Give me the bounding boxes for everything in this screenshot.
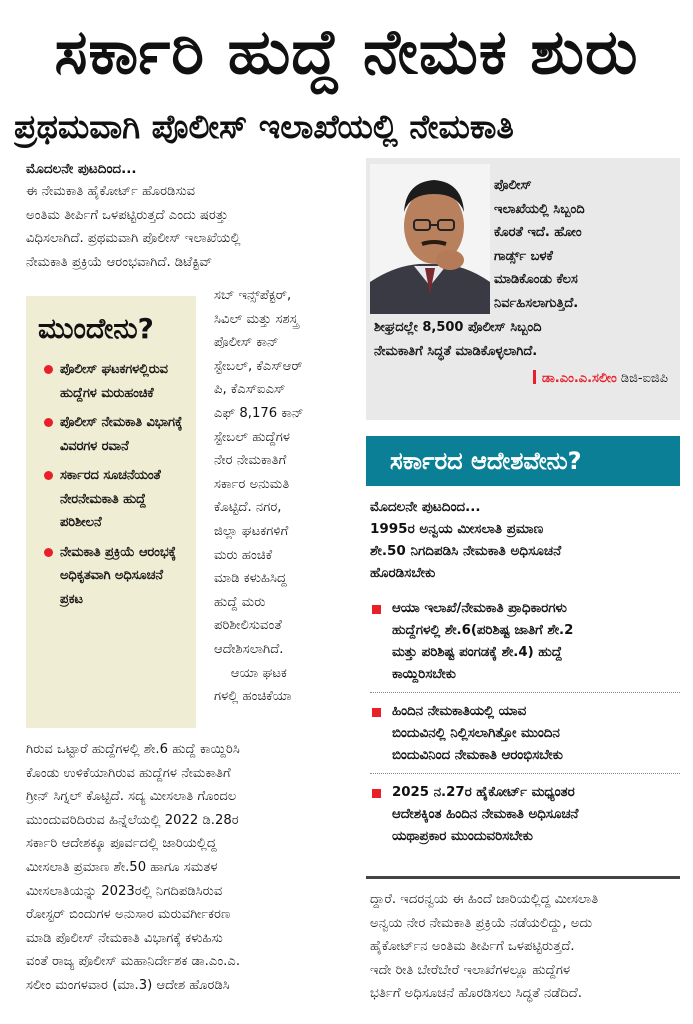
list-item-text: ಪೊಲೀಸ್ ನೇಮಕಾತಿ ವಿಭಾಗಕ್ಕೆ ವಿವರಗಳ ರವಾನೆ	[60, 415, 183, 454]
article-line: ಪಿ, ಕೆಎಸ್ಐಎಸ್	[214, 382, 286, 398]
article-line: ಅಂತಿಮ ತೀರ್ಪಿಗೆ ಒಳಪಟ್ಟಿರುತ್ತದೆ ಎಂದು ಷರತ್ತು	[26, 207, 229, 223]
article-line: ದ್ದಾರೆ. ಇದರನ್ವಯ ಈ ಹಿಂದೆ ಜಾರಿಯಲ್ಲಿದ್ದ ಮೀಸಲಾತಿ	[370, 892, 599, 907]
article-line: ಸ್ಟೇಬಲ್ ಹುದ್ದೆಗಳ	[214, 429, 291, 445]
article-line: ಆಯಾ ಘಟಕ	[214, 665, 287, 681]
article-line: ಸ್ಟೇಬಲ್, ಕೆಎಸ್‌ಆರ್	[214, 358, 303, 374]
main-article-narrow	[214, 284, 354, 709]
quote-line: ಶೀಘ್ರದಲ್ಲೇ 8,500 ಪೊಲೀಸ್ ಸಿಬ್ಬಂದಿ	[374, 320, 542, 335]
article-line: ಸರ್ಕಾರ ಅನುಮತಿ	[214, 476, 290, 492]
order-lead-line: ಹೊರಡಿಸಬೇಕು	[370, 565, 436, 581]
article-line: ಪೊಲೀಸ್ ಕಾನ್	[214, 335, 279, 351]
article-line: ಕೊಂಡು ಉಳಿಕೆಯಾಗಿರುವ ಹುದ್ದೆಗಳ ನೇಮಕಾತಿಗೆ	[26, 765, 231, 781]
article-line: ಮೀಸಲಾತಿಯನ್ನು 2023ರಲ್ಲಿ ನಿಗದಿಪಡಿಸಿರುವ	[26, 883, 223, 899]
divider	[370, 692, 680, 693]
whats-next-box	[26, 296, 196, 728]
article-line: ವಂತೆ ರಾಜ್ಯ ಪೊಲೀಸ್ ಮಹಾನಿರ್ದೇಶಕ ಡಾ.ಎಂ.ಎ.	[26, 954, 241, 970]
article-line: ಈ ನೇಮಕಾತಿ ಹೈಕೋರ್ಟ್ ಹೊರಡಿಸುವ	[26, 184, 196, 199]
order-item-line: ಹುದ್ದೆಗಳಲ್ಲಿ ಶೇ.6(ಪರಿಶಿಷ್ಟ ಜಾತಿಗೆ ಶೇ.2	[392, 623, 574, 638]
order-item-line: 2025 ನ.27ರ ಹೈಕೋರ್ಟ್ ಮಧ್ಯಂತರ	[392, 785, 575, 800]
article-line: ಹೈಕೋರ್ಟ್‌ನ ಅಂತಿಮ ತೀರ್ಪಿಗೆ ಒಳಪಟ್ಟಿರುತ್ತದೆ.	[370, 939, 575, 955]
list-item-text: ಸರ್ಕಾರದ ಸೂಚನೆಯಂತೆ ನೇರನೇಮಕಾತಿ ಹುದ್ದೆ ಪರಿಶೀಲನೆ	[60, 468, 161, 530]
article-line: ಗ್ರೀನ್ ಸಿಗ್ನಲ್ ಕೊಟ್ಟಿದೆ. ಸದ್ಯ ಮೀಸಲಾತಿ ಗೊಂದಲ	[26, 789, 237, 805]
article-line: ಭರ್ತಿಗೆ ಅಧಿಸೂಚನೆ ಹೊರಡಿಸಲು ಸಿದ್ಧತೆ ನಡೆದಿದೆ.	[370, 986, 582, 1002]
order-item-line: ಮತ್ತು ಪರಿಶಿಷ್ಟ ಪಂಗಡಕ್ಕೆ ಶೇ.4) ಹುದ್ದೆ	[392, 645, 563, 660]
article-line: ಮೀಸಲಾತಿ ಪ್ರಮಾಣ ಶೇ.50 ಹಾಗೂ ಸಮತಳ	[26, 859, 218, 875]
order-lead-line: 1995ರ ಅನ್ವಯ ಮೀಸಲಾತಿ ಪ್ರಮಾಣ	[370, 521, 544, 537]
order-item-line: ಯಥಾಪ್ರಕಾರ ಮುಂದುವರಿಸಬೇಕು	[392, 829, 533, 844]
article-line: ಜಿಲ್ಲಾ ಘಟಕಗಳಿಗೆ	[214, 523, 289, 539]
article-line: ನೇಮಕಾತಿ ಪ್ರಕ್ರಿಯೆ ಆರಂಭವಾಗಿದೆ. ಡಿಟೆಕ್ಟಿವ್	[26, 254, 213, 270]
order-item-line: ಆದೇಶಕ್ಕಿಂತ ಹಿಂದಿನ ನೇಮಕಾತಿ ಅಧಿಸೂಚನೆ	[392, 807, 579, 822]
article-line: ಎಫ್ 8,176 ಕಾನ್	[214, 405, 304, 421]
quote-line: ಪೊಲೀಸ್	[494, 178, 532, 193]
quote-line: ಇಲಾಖೆಯಲ್ಲಿ ಸಿಬ್ಬಂದಿ	[494, 201, 585, 217]
right-article-bottom	[370, 888, 682, 1006]
order-item	[370, 701, 680, 767]
article-line: ಹುದ್ದೆ ಮರು	[214, 594, 266, 610]
official-photo	[370, 164, 490, 314]
list-item	[44, 411, 190, 458]
order-lead-line: ಶೇ.50 ನಿಗದಿಪಡಿಸಿ ನೇಮಕಾತಿ ಅಧಿಸೂಚನೆ	[370, 543, 562, 559]
bullet-square-icon	[372, 789, 381, 798]
main-article-top	[26, 158, 354, 274]
bullet-square-icon	[372, 605, 381, 614]
article-line: ಮರು ಹಂಚಿಕೆ	[214, 547, 273, 563]
quote-line: ಮಾಡಿಕೊಂಡು ಕೆಲಸ	[494, 272, 578, 287]
order-item-line: ಬಿಂದುವಿನಲ್ಲಿ ನಿಲ್ಲಿಸಲಾಗಿತ್ತೋ ಮುಂದಿನ	[392, 726, 560, 741]
bullet-icon	[44, 548, 53, 557]
article-line: ಸಲೀಂ ಮಂಗಳವಾರ (ಮಾ.3) ಆದೇಶ ಹೊರಡಿಸಿ	[26, 977, 230, 993]
continued-label: ಮೊದಲನೇ ಪುಟದಿಂದ...	[26, 161, 137, 177]
article-line: ಮಾಡಿ ಕಳುಹಿಸಿದ್ದ	[214, 571, 287, 587]
headline: ಸರ್ಕಾರಿ ಹುದ್ದೆ ನೇಮಕ ಶುರು	[54, 15, 639, 88]
article-line: ಗಳಲ್ಲಿ ಹಂಚಿಕೆಯಾ	[214, 689, 292, 705]
bullet-icon	[44, 471, 53, 480]
order-item	[370, 598, 680, 686]
article-line: ಗಿರುವ ಒಟ್ಟಾರೆ ಹುದ್ದೆಗಳಲ್ಲಿ ಶೇ.6 ಹುದ್ದೆ ಕಾಯ್ದಿರಿಸಿ	[26, 742, 240, 757]
quote-text-full	[374, 316, 674, 363]
article-line: ವಿಧಿಸಲಾಗಿದೆ. ಪ್ರಥಮವಾಗಿ ಪೊಲೀಸ್ ಇಲಾಖೆಯಲ್ಲಿ	[26, 231, 241, 247]
quote-line: ನಿರ್ವಹಿಸಲಾಗುತ್ತಿದೆ.	[494, 295, 579, 311]
list-item-text: ಪೊಲೀಸ್ ಘಟಕಗಳಲ್ಲಿರುವ ಹುದ್ದೆಗಳ ಮರುಹಂಚಿಕೆ	[60, 362, 168, 401]
quote-text-side	[494, 174, 676, 315]
article-line: ಮಾಡಿ ಪೊಲೀಸ್ ನೇಮಕಾತಿ ವಿಭಾಗಕ್ಕೆ ಕಳುಹಿಸು	[26, 930, 223, 946]
person-photo-icon	[370, 164, 490, 314]
order-item-line: ಆಯಾ ಇಲಾಖೆ/ನೇಮಕಾತಿ ಪ್ರಾಧಿಕಾರಗಳು	[392, 601, 567, 616]
quote-credit	[533, 370, 668, 386]
article-line: ಸರ್ಕಾರಿ ಆದೇಶಕ್ಕೂ ಪೂರ್ವದಲ್ಲಿ ಜಾರಿಯಲ್ಲಿದ್ದ	[26, 836, 217, 852]
main-article-bottom	[26, 738, 354, 998]
article-line: ನೇರ ನೇಮಕಾತಿಗೆ	[214, 453, 287, 469]
article-line: ರೋಸ್ಟರ್ ಬಿಂದುಗಳ ಅನುಸಾರ ಮರುವರ್ಗೀಕರಣ	[26, 907, 231, 923]
bullet-icon	[44, 418, 53, 427]
order-item-line: ಕಾಯ್ದಿರಿಸಬೇಕು	[392, 667, 456, 682]
order-body	[370, 496, 680, 848]
article-line: ಅನ್ವಯ ನೇರ ನೇಮಕಾತಿ ಪ್ರಕ್ರಿಯೆ ನಡೆಯಲಿದ್ದು, ಅದು	[370, 915, 593, 931]
quote-line: ಗಾರ್ಡ್ಸ್ ಬಳಕೆ	[494, 248, 553, 264]
order-title: ಸರ್ಕಾರದ ಆದೇಶವೇನು?	[366, 436, 680, 486]
divider	[370, 773, 680, 774]
order-item-line: ಬಿಂದುವಿನಿಂದ ನೇಮಕಾತಿ ಆರಂಭಿಸಬೇಕು	[392, 748, 563, 763]
bullet-square-icon	[372, 708, 381, 717]
list-item	[44, 464, 190, 535]
article-line: ಸಬ್ ಇನ್ಸ್‌ಪೆಕ್ಟರ್,	[214, 288, 292, 303]
article-line: ಸಿವಿಲ್ ಮತ್ತು ಸಶಸ್ತ್ರ	[214, 311, 299, 327]
list-item	[44, 541, 190, 612]
whats-next-title: ಮುಂದೇನು?	[38, 312, 154, 345]
quote-line: ನೇಮಕಾತಿಗೆ ಸಿದ್ಧತೆ ಮಾಡಿಕೊಳ್ಳಲಾಗಿದೆ.	[374, 343, 538, 359]
article-line: ಆದೇಶಿಸಲಾಗಿದೆ.	[214, 641, 284, 657]
list-item-text: ನೇಮಕಾತಿ ಪ್ರಕ್ರಿಯೆ ಆರಂಭಕ್ಕೆ ಅಧಿಕೃತವಾಗಿ ಅಧಿಸೂಚನೆ ಪ್ರಕಟ	[60, 544, 177, 607]
whats-next-list	[26, 354, 196, 611]
section-divider	[366, 876, 680, 879]
order-item-line: ಹಿಂದಿನ ನೇಮಕಾತಿಯಲ್ಲಿ ಯಾವ	[392, 704, 527, 719]
order-item	[370, 782, 680, 848]
article-line: ಕೊಟ್ಟಿದೆ. ನಗರ,	[214, 500, 282, 516]
subheadline: ಪ್ರಥಮವಾಗಿ ಪೊಲೀಸ್ ಇಲಾಖೆಯಲ್ಲಿ ನೇಮಕಾತಿ	[14, 107, 514, 146]
quote-box	[366, 158, 680, 420]
credit-bar-icon	[533, 370, 536, 384]
quote-name: ಡಾ.ಎಂ.ಎ.ಸಲೀಂ	[541, 371, 617, 386]
article-line: ಇದೇ ರೀತಿ ಬೇರೆಬೇರೆ ಇಲಾಖೆಗಳಲ್ಲೂ ಹುದ್ದೆಗಳ	[370, 962, 571, 978]
bullet-icon	[44, 365, 53, 374]
article-line: ಮುಂದುವರಿದಿರುವ ಹಿನ್ನೆಲೆಯಲ್ಲಿ 2022 ಡಿ.28ರ	[26, 812, 239, 828]
quote-line: ಕೊರತೆ ಇದೆ. ಹೋಂ	[494, 225, 582, 240]
article-line: ಪರಿಶೀಲಿಸುವಂತೆ	[214, 618, 282, 634]
continued-label: ಮೊದಲನೇ ಪುಟದಿಂದ...	[370, 499, 481, 515]
list-item	[44, 358, 190, 405]
quote-designation: ಡಿಜಿ-ಐಜಿಪಿ	[620, 371, 668, 386]
